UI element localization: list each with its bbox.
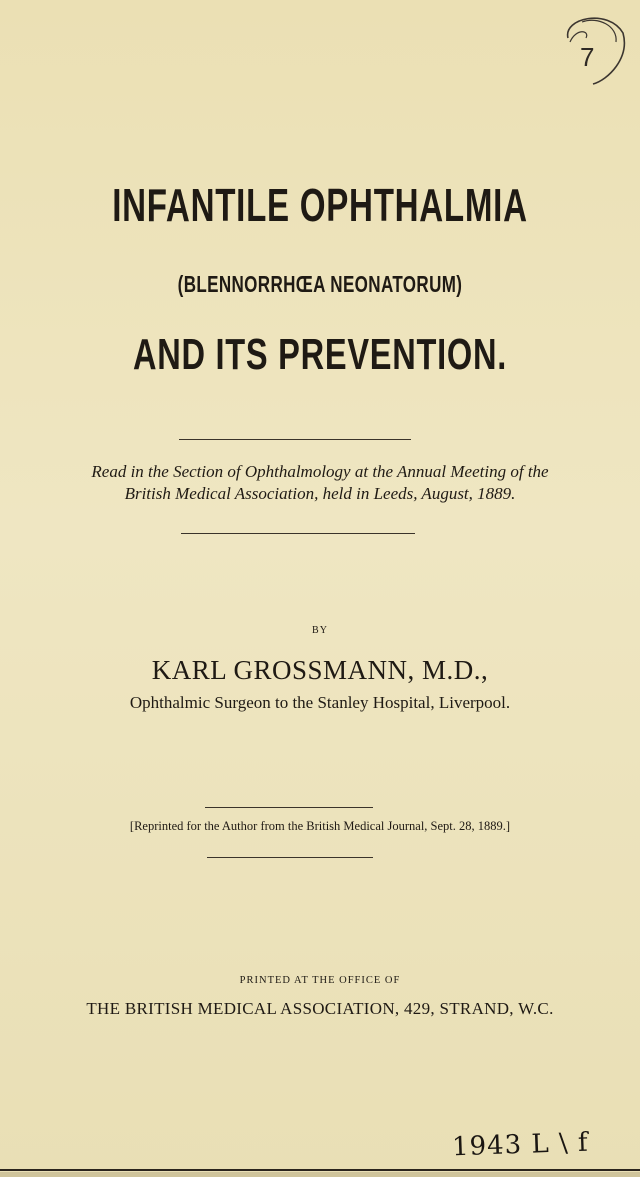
by-label: BY <box>312 625 328 636</box>
read-note <box>0 461 640 505</box>
divider-rule-1 <box>179 439 411 440</box>
library-stamp <box>538 8 628 88</box>
author-name: KARL GROSSMANN, M.D., <box>151 655 489 685</box>
divider-rule-2 <box>181 533 415 534</box>
divider-rule-4 <box>207 857 373 858</box>
page-bottom-edge <box>0 1163 640 1177</box>
stamp-number: 7 <box>580 42 595 72</box>
handwritten-shelfmark: 1943 L \ f <box>451 1127 590 1163</box>
author-affiliation: Ophthalmic Surgeon to the Stanley Hospital, Liverpool. <box>129 693 511 712</box>
reprint-note: [Reprinted for the Author from the British Medical Journal, Sept. 28, 1889.] <box>129 819 511 833</box>
title-line-1: INFANTILE OPHTHALMIA <box>112 179 528 231</box>
divider-rule-3 <box>205 807 373 808</box>
read-note-line-2: British Medical Association, held in Leeds, August, 1889. <box>124 484 516 503</box>
printed-at: PRINTED AT THE OFFICE OF <box>239 975 401 986</box>
title-line-3: AND ITS PREVENTION. <box>132 330 508 379</box>
title-line-2: (BLENNORRHŒA NEONATORUM) <box>177 271 463 297</box>
read-note-line-1: Read in the Section of Ophthalmology at the Annual Meeting of the <box>91 462 549 481</box>
publisher: THE BRITISH MEDICAL ASSOCIATION, 429, STRAND, W.C. <box>86 999 554 1018</box>
